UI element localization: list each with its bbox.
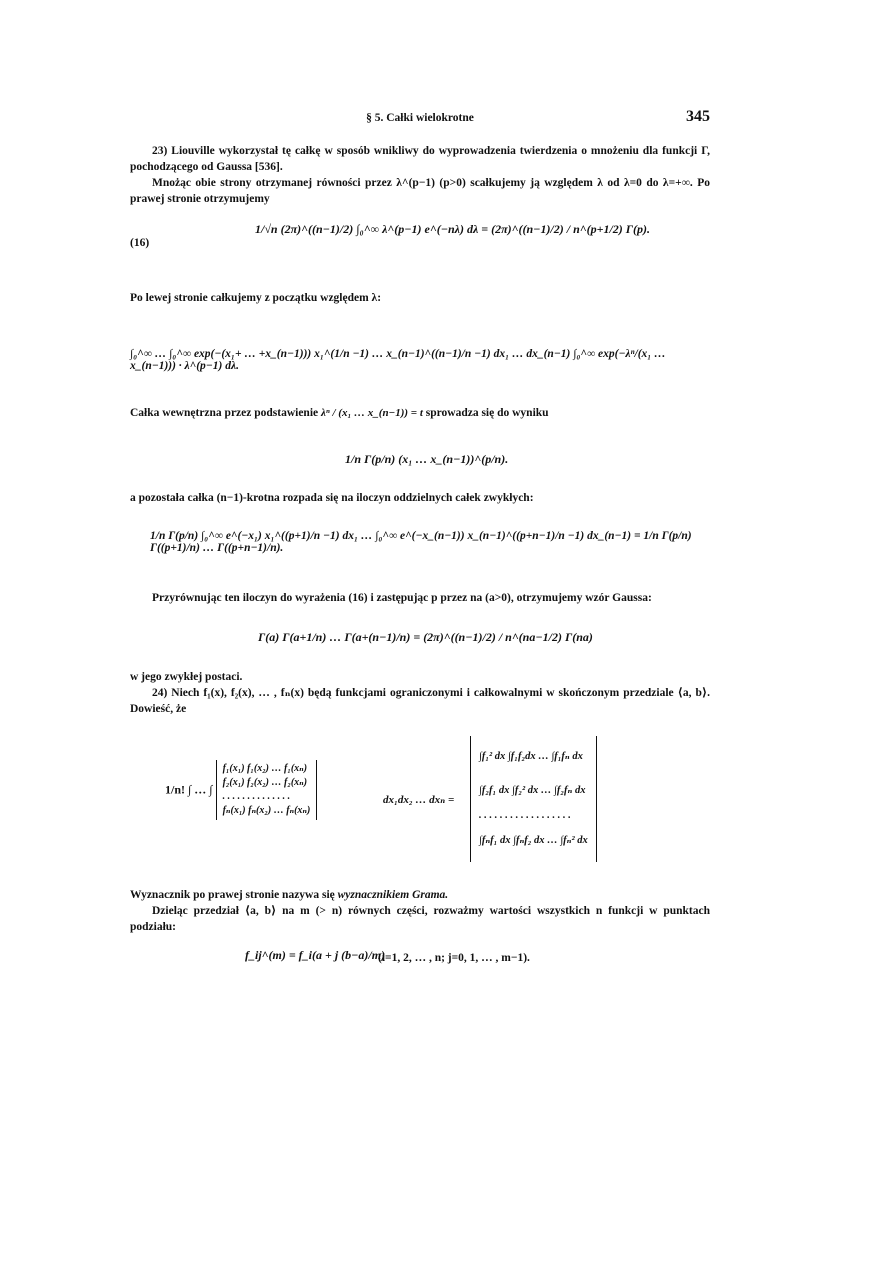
paragraph-text: sprowadza się do wyniku — [425, 407, 549, 419]
gram-determinant — [470, 736, 597, 862]
determinant-row: ∫f₁² dx ∫f₁f₂dx … ∫f₁fₙ dx — [479, 751, 583, 762]
determinant-left — [216, 760, 318, 820]
paragraph-product — [130, 490, 710, 506]
determinant-row: . . . . . . . . . . . . . . . . . . — [479, 810, 571, 821]
equation-gram-right — [470, 736, 597, 862]
equation-16: 1/√n (2π)^((n−1)/2) ∫₀^∞ λ^(p−1) e^(−nλ) dλ = (2π)^((n−1)/2) / n^(p+1/2) Γ(p). — [255, 222, 651, 236]
determinant-row: ∫f₂f₁ dx ∫f₂² dx … ∫f₂fₙ dx — [479, 785, 586, 796]
paragraph-text: Wyznacznik po prawej stronie nazywa się — [130, 889, 338, 901]
paragraph-text: Mnożąc obie strony otrzymanej równości przez λ^(p−1) (p>0) scałkujemy ją względem λ od λ=0 do λ=+∞. Po prawej stronie otrzymujemy — [130, 177, 710, 205]
equation-gauss: Γ(a) Γ(a+1/n) … Γ(a+(n−1)/n) = (2π)^((n−1)/2) / n^(na−1/2) Γ(na) — [258, 630, 593, 644]
determinant-row: . . . . . . . . . . . . . . — [222, 791, 291, 802]
equation-label: (16) — [130, 237, 150, 249]
paragraph-text: 24) Niech f₁(x), f₂(x), … , fₙ(x) będą funkcjami ograniczonymi i całkowalnymi w skończonym przedziale ⟨a, b⟩. Dowieść, że — [130, 687, 710, 715]
paragraph-problem-24 — [130, 669, 710, 717]
paragraph-gauss-intro — [130, 590, 710, 606]
paragraph-text: Przyrównując ten iloczyn do wyrażenia (16) i zastępując p przez na (a>0), otrzymujemy wzór Gaussa: — [152, 592, 652, 604]
paragraph-text: Dzieląc przedział ⟨a, b⟩ na m (> n) równych części, rozważmy wartości wszystkich n funkcji w punktach podziału: — [130, 905, 710, 933]
paragraph-23 — [130, 143, 710, 207]
equation-product: 1/n Γ(p/n) ∫₀^∞ e^(−x₁) x₁^((p+1)/n −1) dx₁ … ∫₀^∞ e^(−x_(n−1)) x_(n−1)^((p+n−1)/n −1) dx_(n−1) = 1/n Γ(p/n) Γ((p+1)/n) … Γ((p+n−1)/n). — [150, 530, 692, 554]
paragraph-text: a pozostała całka (n−1)-krotna rozpada się na iloczyn oddzielnych całek zwykłych: — [130, 492, 534, 504]
page-number: 345 — [686, 108, 710, 125]
emphasized-term: wyznacznikiem Grama. — [337, 889, 449, 901]
paragraph-text: Po lewej stronie całkujemy z początku względem λ: — [130, 292, 382, 304]
determinant-row: f₂(x₁) f₂(x₂) … f₂(xₙ) — [222, 777, 308, 788]
determinant-row: ∫fₙf₁ dx ∫fₙf₂ dx … ∫fₙ² dx — [479, 835, 588, 846]
paragraph-gram — [130, 887, 710, 935]
paragraph-left-side — [130, 290, 710, 306]
equation-partition-condition: (i=1, 2, … , n; j=0, 1, … , m−1). — [378, 952, 530, 964]
paragraph-text: w jego zwykłej postaci. — [130, 671, 243, 683]
paragraph-text: 23) Liouville wykorzystał tę całkę w sposób wnikliwy do wyprowadzenia twierdzenia o mnożeniu dla funkcji Γ, pochodzącego od Gaussa [536]. — [130, 145, 710, 173]
equation-gram-mid: dx₁dx₂ … dxₙ = — [383, 794, 455, 806]
running-header — [130, 108, 710, 130]
equation-substitution: λⁿ / (x₁ … x_(n−1)) = t — [321, 407, 423, 419]
determinant-row: f₁(x₁) f₁(x₂) … f₁(xₙ) — [222, 763, 308, 774]
paragraph-text: Całka wewnętrzna przez podstawienie — [130, 407, 319, 419]
equation-inner-result: 1/n Γ(p/n) (x₁ … x_(n−1))^(p/n). — [345, 452, 509, 466]
equation-gram-left: 1/n! ∫ … ∫ f₁(x₁) f₁(x₂) … f₁(xₙ) f₂(x₁) f₂(x₂) … f₂(xₙ) . . . . . . . . . . . . . . fₙ(x₁) fₙ(x₂) … fₙ(xₙ) — [165, 760, 317, 820]
paragraph-substitution — [130, 405, 710, 421]
determinant-row: fₙ(x₁) fₙ(x₂) … fₙ(xₙ) — [222, 805, 311, 816]
equation-left-integral: ∫₀^∞ … ∫₀^∞ exp(−(x₁+ … +x_(n−1))) x₁^(1/n −1) … x_(n−1)^((n−1)/n −1) dx₁ … dx_(n−1) ∫₀^∞ exp(−λⁿ/(x₁ … x_(n−1))) · λ^(p−1) dλ. — [130, 348, 666, 372]
equation-partition: f_ij^(m) = f_i(a + j (b−a)/m) — [245, 948, 386, 962]
section-title: § 5. Całki wielokrotne — [366, 112, 474, 124]
